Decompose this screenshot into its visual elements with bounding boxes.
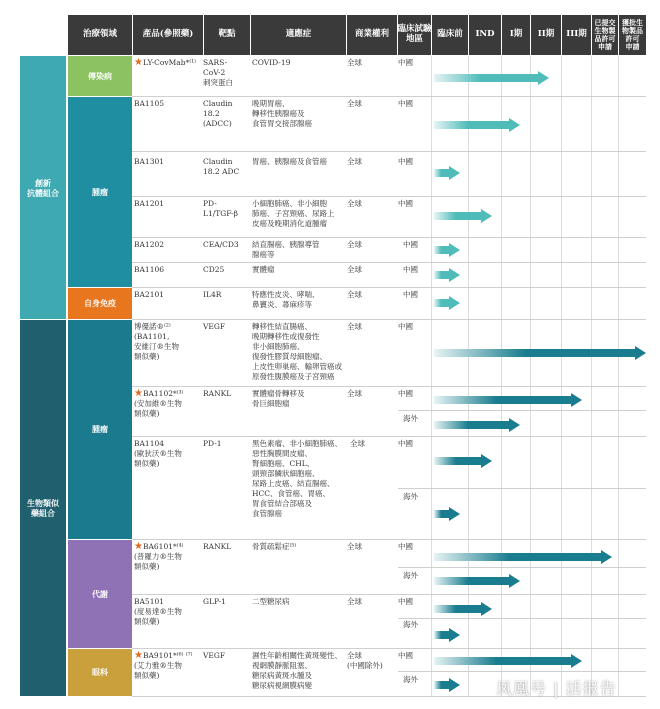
arrow-head-icon (509, 418, 520, 432)
region: 中國 (398, 651, 413, 660)
product-name: BA1301 (134, 157, 165, 166)
star-icon: ★ (134, 541, 143, 552)
arrow-head-icon (571, 654, 582, 668)
rights: 全球 (347, 99, 362, 108)
header-area: 治療領域 (68, 15, 132, 55)
subcategory-oncology-biosimilar: 腫瘤 (68, 320, 132, 539)
rights: 全球 (350, 439, 365, 448)
target: PD- L1/TGF-β (203, 199, 239, 218)
rights: 全球 (347, 199, 362, 208)
rights: 全球 (347, 322, 362, 331)
rights: 全球 (中國除外) (347, 651, 383, 670)
target: RANKL (203, 542, 232, 551)
header-product: 產品(參照藥) (133, 15, 203, 55)
arrow-head-icon (538, 71, 549, 85)
product-name: BA1104 (歐狄沃®生物 類似藥) (134, 439, 182, 468)
arrow-head-icon (509, 574, 520, 588)
region: 海外 (403, 492, 418, 501)
progress-arrow (434, 346, 646, 360)
header-phase2: II期 (531, 15, 561, 55)
header-target: 靶點 (204, 15, 250, 55)
product-name: BA1105 (134, 99, 165, 108)
progress-arrow (434, 654, 582, 668)
star-icon: ★ (134, 57, 143, 68)
arrow-head-icon (449, 678, 460, 692)
indication: 胃癌、胰腺癌及食管癌 (252, 157, 327, 166)
rights: 全球 (347, 597, 362, 606)
target: RANKL (203, 389, 232, 398)
arrow-head-icon (571, 393, 582, 407)
category-innovative: 創新 抗體組合 (20, 56, 66, 319)
arrow-head-icon (635, 346, 646, 360)
subcategory-ophthalmology: 眼科 (68, 649, 132, 696)
target: GLP-1 (203, 597, 226, 606)
progress-arrow (434, 118, 520, 132)
region: 中國 (403, 290, 418, 299)
header-submitted: 已提交 生物製 品許可 申請 (592, 15, 618, 55)
rights: 全球 (347, 58, 362, 67)
region: 中國 (398, 597, 413, 606)
target: SARS- CoV-2 刺突蛋白 (203, 58, 233, 87)
header-phase1: I期 (502, 15, 530, 55)
target: CD25 (203, 265, 225, 274)
arrow-head-icon (449, 296, 460, 310)
header-ind: IND (469, 15, 501, 55)
rights: 全球 (347, 542, 362, 551)
rights: 全球 (347, 240, 362, 249)
target: CEA/CD3 (203, 240, 239, 249)
indication: 結直腸癌、胰腺導管 腺癌等 (252, 240, 320, 259)
subcategory-oncology: 腫瘤 (68, 97, 132, 287)
target: IL4R (203, 290, 222, 299)
region: 中國 (403, 240, 418, 249)
header-rights: 商業權利 (347, 15, 397, 55)
progress-arrow (434, 71, 549, 85)
arrow-head-icon (449, 507, 460, 521)
product-name: BA1201 (134, 199, 165, 208)
region: 海外 (403, 414, 418, 423)
star-icon: ★ (134, 388, 143, 399)
target: Claudin 18.2 ADC (203, 157, 240, 176)
product-name: 博優諾®⁽²⁾ (BA1101, 安維汀®生物 類似藥) (134, 322, 179, 361)
rights: 全球 (347, 389, 362, 398)
product-name: BA2101 (134, 290, 165, 299)
indication: 二型糖尿病 (252, 597, 290, 606)
region: 中國 (398, 199, 413, 208)
indication: 小細胞肺癌、非小細胞 肺癌、子宮頸癌、尿路上 皮癌及晚期消化道腫瘤 (252, 199, 335, 228)
progress-arrow (434, 574, 520, 588)
region: 中國 (398, 157, 413, 166)
product-name: ★BA1102*⁽³⁾ (安加維®生物 類似藥) (134, 388, 184, 418)
progress-arrow (434, 166, 460, 180)
rights: 全球 (347, 290, 362, 299)
arrow-head-icon (481, 454, 492, 468)
subcategory-infectious: 傳染病 (68, 56, 132, 96)
indication: 濕性年齡相關性黃斑變性、 視網膜靜脈阻塞、 糖尿病黃斑水腫及 糖尿病視網膜病變 (252, 651, 342, 690)
rights: 全球 (347, 265, 362, 274)
watermark: 凤凰号 | 活报告 (496, 679, 617, 698)
region: 中國 (398, 58, 413, 67)
target: VEGF (203, 651, 226, 660)
region: 中國 (403, 265, 418, 274)
progress-arrow (434, 209, 492, 223)
rights: 全球 (347, 157, 362, 166)
region: 海外 (403, 571, 418, 580)
indication: 特應性皮炎、哮喘、 鼻竇炎、蕁麻疹等 (252, 290, 320, 309)
region: 海外 (403, 675, 418, 684)
arrow-head-icon (449, 243, 460, 257)
header-phase3: III期 (562, 15, 591, 55)
region: 中國 (398, 542, 413, 551)
subcategory-metabolic: 代謝 (68, 540, 132, 648)
region: 中國 (398, 389, 413, 398)
progress-arrow (434, 296, 460, 310)
progress-arrow (434, 602, 492, 616)
progress-arrow (434, 550, 612, 564)
indication: 轉移性結直腸癌、 晚期轉移性或復發性 非小細胞肺癌、 復發性膠質母細胞瘤、 上皮性卵巢癌、輸卵管癌或 原發性腹膜癌及子宮頸癌 (252, 322, 342, 381)
indication: 實體瘤骨轉移及 骨巨細胞瘤 (252, 389, 305, 408)
target: Claudin 18.2 (ADCC) (203, 99, 233, 128)
region: 中國 (398, 322, 413, 331)
product-name: ★BA6101*⁽⁴⁾ (普羅力®生物 類似藥) (134, 541, 184, 571)
arrow-head-icon (601, 550, 612, 564)
arrow-head-icon (509, 118, 520, 132)
indication: 黑色素瘤、非小細胞肺癌、 惡性胸膜間皮瘤、 腎細胞癌、CHL、 頭頸部鱗狀細胞癌、 尿路上皮癌、結直腸癌、 HCC、食管癌、胃癌、 胃食管結合部癌及 食管腺癌 (252, 439, 342, 518)
subcategory-autoimmune: 自身免疫 (68, 288, 132, 319)
progress-arrow (434, 243, 460, 257)
indication: 骨質疏鬆症⁽⁵⁾ (252, 542, 297, 551)
target: VEGF (203, 322, 226, 331)
arrow-head-icon (481, 602, 492, 616)
product-name: ★LY-CovMab*⁽¹⁾ (134, 57, 197, 68)
progress-arrow (434, 507, 460, 521)
product-name: BA1202 (134, 240, 165, 249)
indication: 實體瘤 (252, 265, 275, 274)
region: 海外 (403, 620, 418, 629)
star-icon: ★ (134, 650, 143, 661)
arrow-head-icon (449, 166, 460, 180)
product-name: BA1106 (134, 265, 165, 274)
arrow-head-icon (449, 628, 460, 642)
indication: COVID-19 (252, 58, 291, 67)
region: 中國 (398, 439, 413, 448)
target: PD-1 (203, 439, 222, 448)
product-name: BA5101 (度易達®生物 類似藥) (134, 597, 182, 626)
region: 中國 (398, 99, 413, 108)
indication: 晚期胃癌、 轉移性胰腺癌及 食管胃交接部腺癌 (252, 99, 312, 128)
header-indication: 適應症 (251, 15, 346, 55)
progress-arrow (434, 628, 460, 642)
progress-arrow (434, 678, 460, 692)
header-region: 臨床試驗 地區 (398, 15, 431, 55)
product-name: ★BA9101*⁽⁶⁾ ⁽⁷⁾ (艾力雅®生物 類似藥) (134, 650, 193, 680)
category-biosimilar: 生物類似 藥組合 (20, 320, 66, 696)
progress-arrow (434, 454, 492, 468)
arrow-head-icon (449, 268, 460, 282)
header-approved: 獲批生 物製品 許可 申請 (619, 15, 646, 55)
arrow-head-icon (481, 209, 492, 223)
header-preclinical: 臨床前 (432, 15, 468, 55)
progress-arrow (434, 268, 460, 282)
progress-arrow (434, 393, 582, 407)
progress-arrow (434, 418, 520, 432)
